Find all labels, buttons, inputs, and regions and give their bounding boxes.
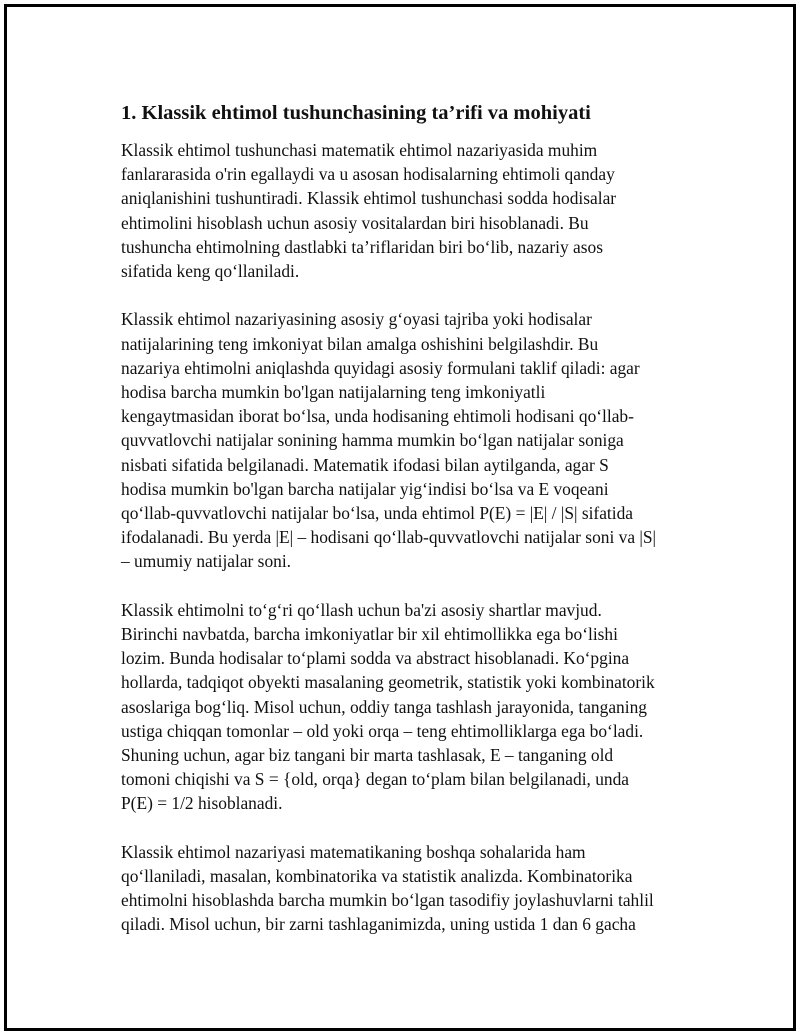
text-line: Klassik ehtimolni to‘g‘ri qo‘llash uchun ba'zi asosiy shartlar mavjud. — [121, 599, 602, 620]
text-line: qiladi. Misol uchun, bir zarni tashlaganimizda, uning ustida 1 dan 6 gacha — [121, 914, 636, 935]
text-line: hollarda, tadqiqot obyekti masalaning geometrik, statistik yoki kombinatorik — [121, 672, 655, 693]
text-line: tomoni chiqishi va S = {old, orqa} degan to‘plam bilan belgilanadi, unda — [121, 769, 630, 790]
paragraph-2 — [121, 307, 711, 573]
page-frame — [4, 4, 796, 1031]
text-line: Shuning uchun, agar biz tangani bir marta tashlasak, E – tanganing old — [121, 745, 614, 766]
text-line: – umumiy natijalar soni. — [121, 551, 292, 572]
text-line: tushuncha ehtimolning dastlabki ta’riflaridan biri bo‘lib, nazariy asos — [121, 236, 603, 257]
text-line: qo‘llaniladi, masalan, kombinatorika va statistik analizda. Kombinatorika — [121, 866, 633, 887]
section-heading: 1. Klassik ehtimol tushunchasining ta’rifi va mohiyati — [121, 102, 591, 124]
document-body — [121, 99, 711, 961]
text-line: Klassik ehtimol nazariyasi matematikaning boshqa sohalarida ham — [121, 841, 586, 862]
text-line: Birinchi navbatda, barcha imkoniyatlar bir xil ehtimollikka ega bo‘lishi — [121, 624, 618, 645]
text-line: ustiga chiqqan tomonlar – old yoki orqa – teng ehtimolliklarga ega bo‘ladi. — [121, 720, 644, 741]
text-line: kengaytmasidan iborat bo‘lsa, unda hodisaning ehtimoli hodisani qo‘llab- — [121, 406, 634, 427]
text-line: asoslariga bog‘liq. Misol uchun, oddiy tanga tashlash jarayonida, tanganing — [121, 696, 647, 717]
text-line: Klassik ehtimol tushunchasi matematik ehtimol nazariyasida muhim — [121, 140, 598, 160]
text-line: P(E) = 1/2 hisoblanadi. — [121, 793, 283, 814]
text-line: fanlararasida o'rin egallaydi va u asosan hodisalarning ehtimoli qanday — [121, 164, 615, 185]
text-line: ifodalanadi. Bu yerda |E| – hodisani qo‘llab-quvvatlovchi natijalar soni va |S| — [121, 527, 657, 548]
text-line: ehtimolini hisoblash uchun asosiy vositalardan biri hisoblanadi. Bu — [121, 212, 589, 233]
text-line: hodisa mumkin bo'lgan barcha natijalar yig‘indisi bo‘lsa va E voqeani — [121, 478, 609, 499]
text-line: nazariya ehtimolni aniqlashda quyidagi asosiy formulani taklif qiladi: agar — [121, 357, 640, 378]
paragraph-3 — [121, 598, 711, 816]
text-line: qo‘llab-quvvatlovchi natijalar bo‘lsa, unda ehtimol P(E) = |E| / |S| sifatida — [121, 503, 634, 524]
text-line: quvvatlovchi natijalar sonining hamma mumkin bo‘lgan natijalar soniga — [121, 430, 624, 451]
paragraph-1 — [121, 138, 711, 283]
text-line: natijalarining teng imkoniyat bilan amalga oshishini belgilashdir. Bu — [121, 333, 599, 354]
paragraph-4 — [121, 840, 711, 937]
text-line: lozim. Bunda hodisalar to‘plami sodda va abstract hisoblanadi. Ko‘pgina — [121, 648, 630, 669]
text-line: nisbati sifatida belgilanadi. Matematik ifodasi bilan aytilganda, agar S — [121, 454, 609, 475]
text-line: hodisa barcha mumkin bo'lgan natijalarning teng imkoniyatli — [121, 382, 546, 403]
text-line: ehtimolni hisoblashda barcha mumkin bo‘lgan tasodifiy joylashuvlarni tahlil — [121, 890, 654, 911]
text-line: aniqlanishini tushuntiradi. Klassik ehtimol tushunchasi sodda hodisalar — [121, 188, 617, 209]
text-line: Klassik ehtimol nazariyasining asosiy g‘oyasi tajriba yoki hodisalar — [121, 309, 592, 330]
text-line: sifatida keng qo‘llaniladi. — [121, 261, 300, 282]
